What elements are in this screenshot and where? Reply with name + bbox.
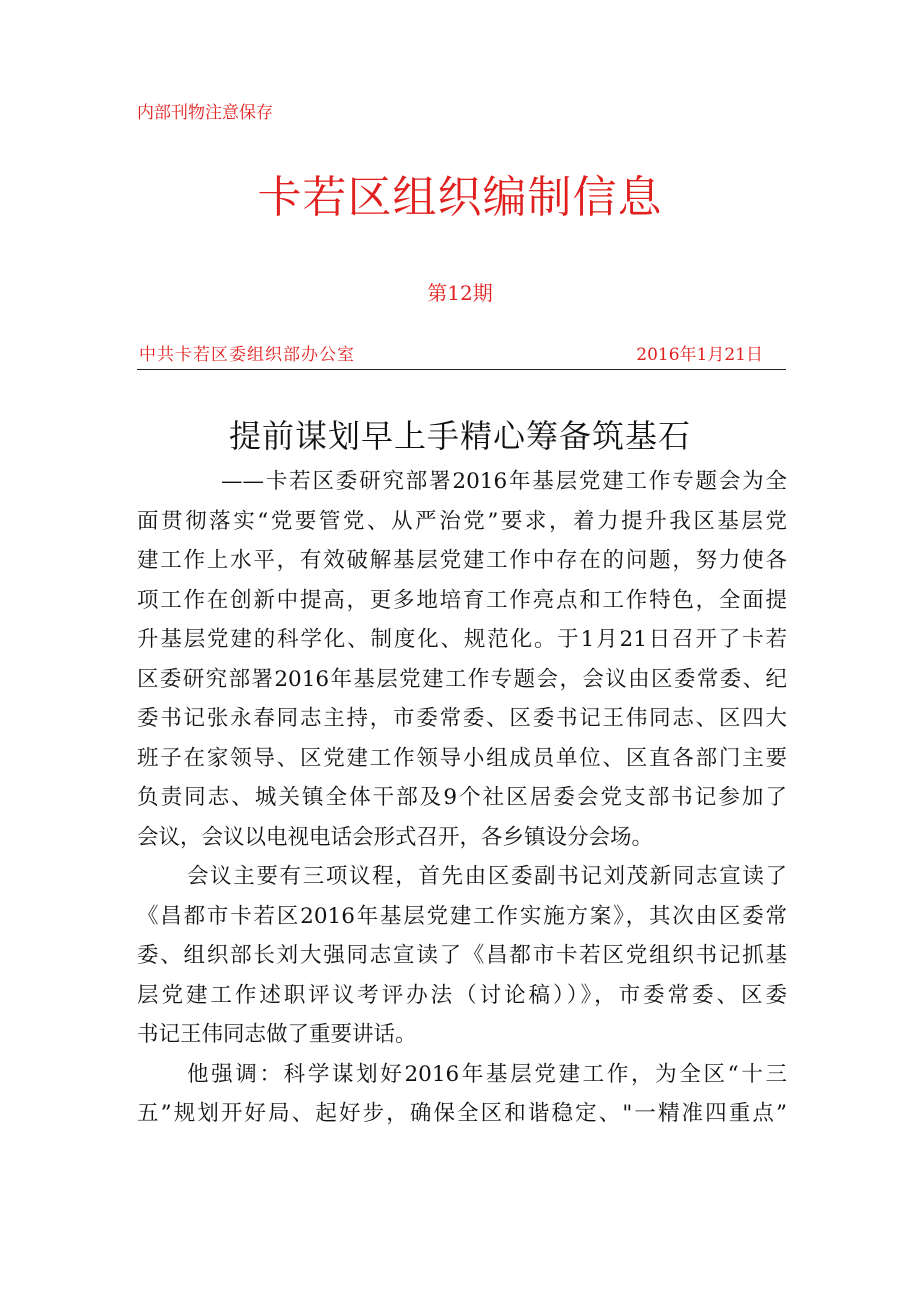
article-line: 委书记张永春同志主持，市委常委、区委书记王伟同志、区四大 xyxy=(137,706,787,731)
article-title: 提前谋划早上手精心筹备筑基石 xyxy=(228,417,691,455)
article-line: 建工作上水平，有效破解基层党建工作中存在的问题，努力使各 xyxy=(137,548,787,573)
internal-notice: 内部刊物注意保存 xyxy=(137,103,273,123)
article-line: 班子在家领导、区党建工作领导小组成员单位、区直各部门主要 xyxy=(137,745,787,771)
article-line: 面贯彻落实“党要管党、从严治党”要求，着力提升我区基层党 xyxy=(137,508,787,534)
article-line: 项工作在创新中提高，更多地培育工作亮点和工作特色，全面提 xyxy=(137,587,787,613)
article-line: 委、组织部长刘大强同志宣读了《昌都市卡若区党组织书记抓基 xyxy=(137,943,787,968)
article-line: 层党建工作述职评议考评办法（讨论稿））》，市委常委、区委 xyxy=(137,982,787,1008)
issue-number: 第12期 xyxy=(427,281,493,305)
publisher: 中共卡若区委组织部办公室 xyxy=(139,345,355,365)
article-line: ——卡若区委研究部署2016年基层党建工作专题会为全 xyxy=(221,469,787,494)
article-line: 他强调：科学谋划好2016年基层党建工作，为全区“十三 xyxy=(187,1061,787,1087)
publication-info xyxy=(137,343,785,369)
article-line: 会议，会议以电视电话会形式召开，各乡镇设分会场。 xyxy=(137,824,654,850)
article-line: 升基层党建的科学化、制度化、规范化。于1月21日召开了卡若 xyxy=(137,627,787,652)
article-line: 负责同志、城关镇全体干部及9个社区居委会党支部书记参加了 xyxy=(137,785,787,810)
header-divider xyxy=(137,369,786,370)
article-line: 《昌都市卡若区2016年基层党建工作实施方案》，其次由区委常 xyxy=(137,903,787,929)
article-line: 会议主要有三项议程，首先由区委副书记刘茂新同志宣读了 xyxy=(187,864,787,889)
masthead-title: 卡若区组织编制信息 xyxy=(257,172,663,223)
article-line: 书记王伟同志做了重要讲话。 xyxy=(137,1022,417,1047)
article-line: 五”规划开好局、起好步，确保全区和谐稳定、"一精准四重点” xyxy=(137,1101,787,1126)
publication-date: 2016年1月21日 xyxy=(636,345,763,365)
article-line: 区委研究部署2016年基层党建工作专题会，会议由区委常委、纪 xyxy=(137,666,787,692)
article-body xyxy=(137,462,787,1134)
